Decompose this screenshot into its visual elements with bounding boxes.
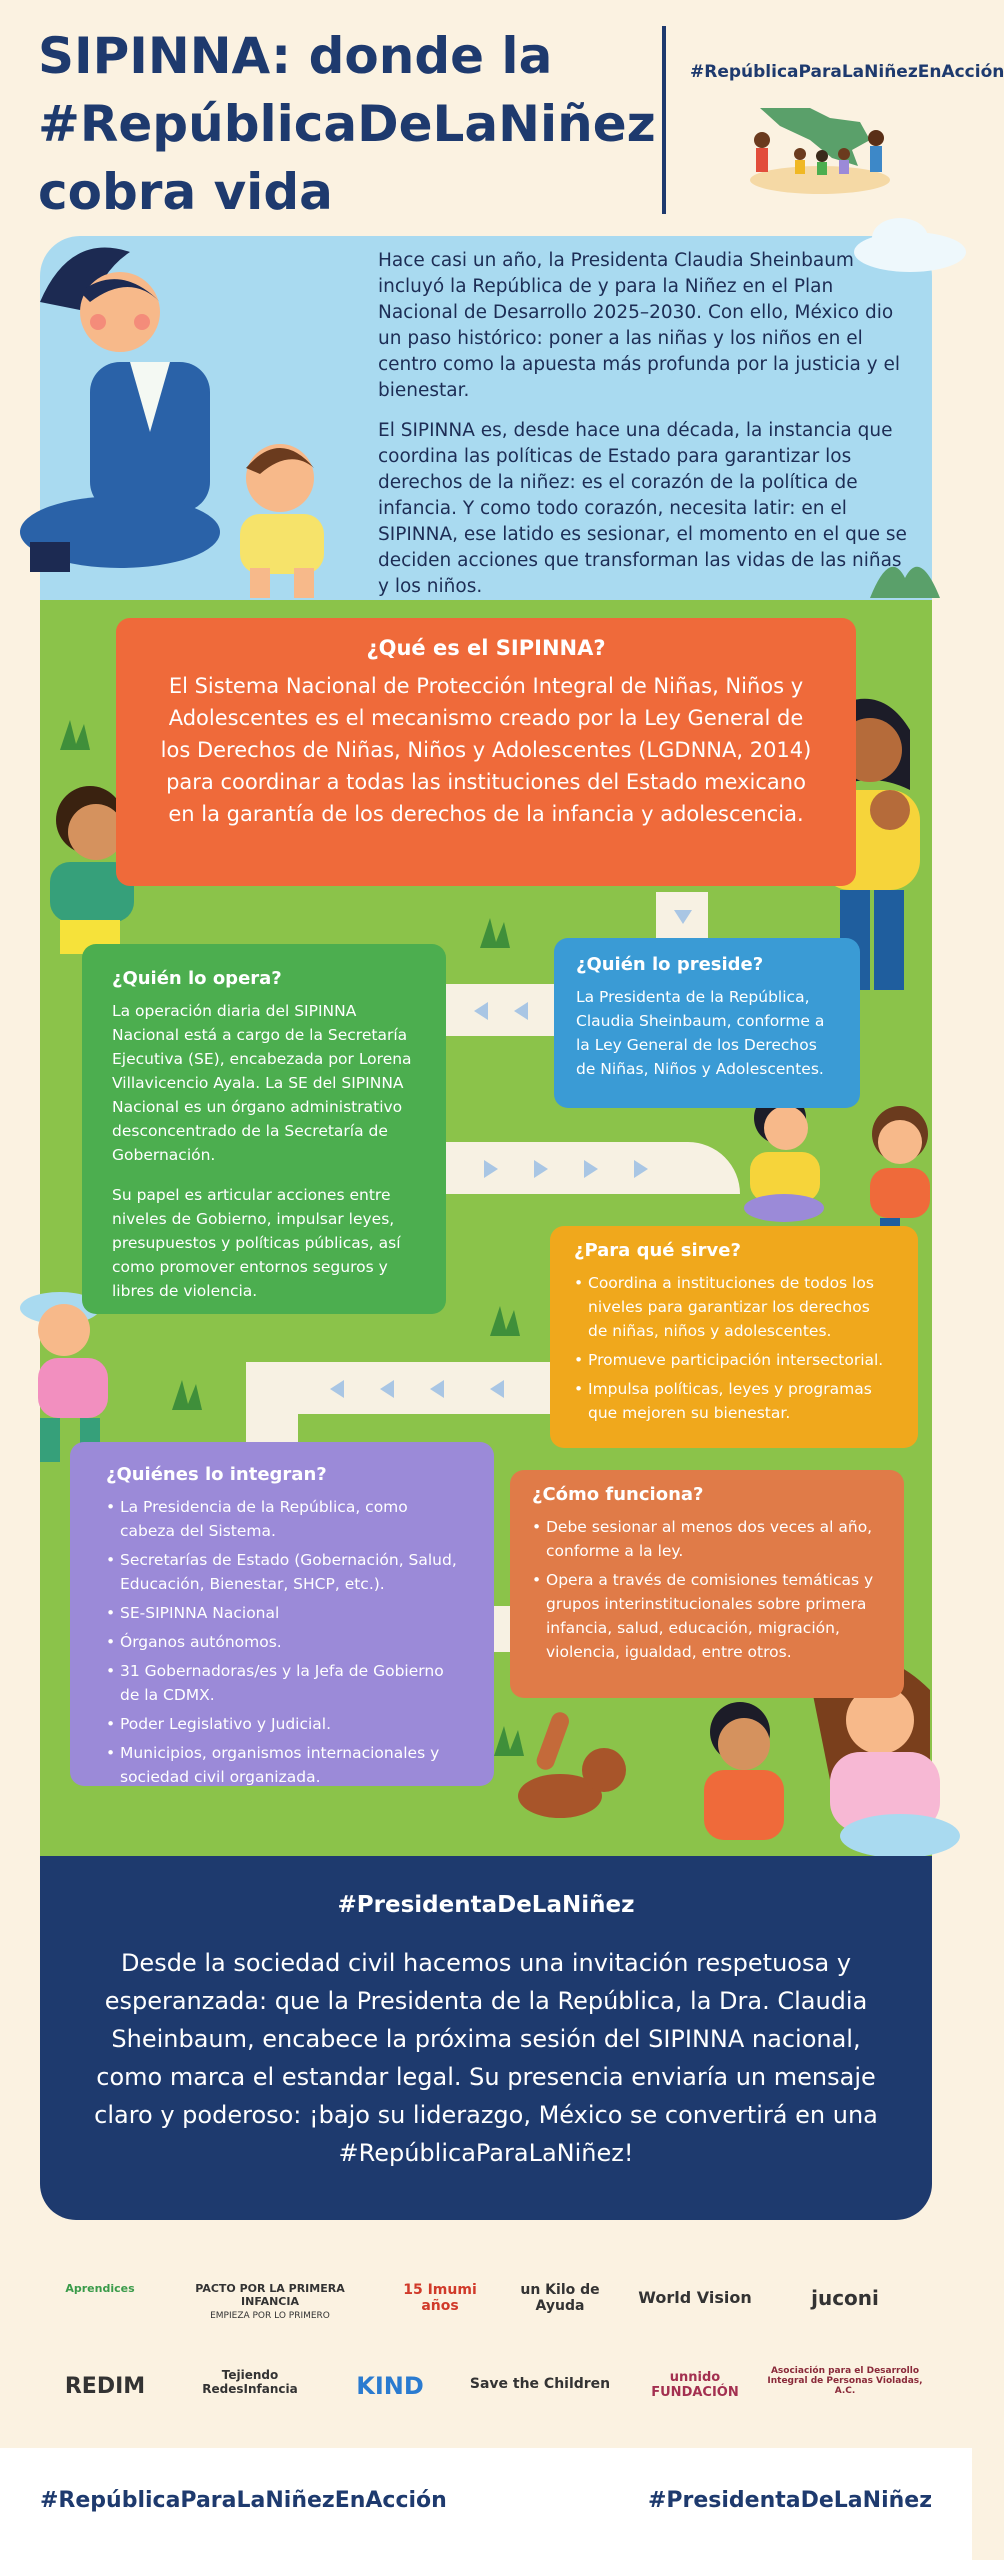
arrow-down-icon [668,902,698,932]
card-who-presides [554,938,860,1108]
footer [0,2448,972,2560]
list-item: • Coordina a instituciones de todos los niveles para garantizar los derechos de niñas, niños y adolescentes. [574,1271,894,1343]
card-who-integrates [70,1442,494,1786]
sponsor-logo: Aprendices [65,2282,135,2295]
arrow-right-icon [470,1154,710,1184]
sponsor-logo: Asociación para el Desarrollo Integral de Personas Violadas, A.C. [767,2366,923,2396]
intro-text [378,248,918,614]
intro-paragraph-1: Hace casi un año, la Presidenta Claudia Sheinbaum incluyó la República de y para la Niñez en el Plan Nacional de Desarrollo 2025–2030. Con ello, México dio un paso histórico: poner a las niñas y los niños en el centro como la apuesta más profunda por la justicia y el bienestar. [378,250,901,401]
sponsor-logo: un Kilo de Ayuda [520,2282,600,2314]
sponsor-logos [40,2262,932,2422]
card-title: ¿Qué es el SIPINNA? [366,636,606,660]
footer-hashtag-left: #RepúblicaParaLaNiñezEnAcción [40,2488,447,2513]
list-item: • Debe sesionar al menos dos veces al año, conforme a la ley. [532,1515,882,1563]
card-list [106,1495,458,1789]
dog-icon [500,1700,650,1840]
card-who-operates [82,944,446,1314]
list-item: • Municipios, organismos internacionales y sociedad civil organizada. [106,1741,458,1789]
card-text: Su papel es articular acciones entre niveles de Gobierno, impulsar leyes, presupuestos y políticas públicas, así como promover entornos seguros y libres de violencia. [112,1186,401,1300]
call-to-action [40,1856,932,2220]
list-item: • 31 Gobernadoras/es y la Jefa de Gobierno de la CDMX. [106,1659,458,1707]
grass-tuft-icon [490,1306,530,1336]
sponsor-logo: KIND [356,2372,424,2400]
card-list [532,1515,882,1664]
sponsor-logo: Save the Children [469,2376,611,2392]
list-item: • Opera a través de comisiones temáticas y grupos interinstitucionales sobre primera infancia, salud, educación, migración, violencia, igualdad, entre otros. [532,1568,882,1664]
sponsor-name: PACTO POR LA PRIMERA INFANCIA [195,2282,345,2308]
card-text: La operación diaria del SIPINNA Nacional está a cargo de la Secretaría Ejecutiva (SE), encabezada por Lorena Villavicencio Ayala. La SE del SIPINNA Nacional es un órgano administrativo desconcentrado de la Secretaría de Gobernación. [112,1002,412,1164]
card-title: ¿Quién lo opera? [112,968,282,989]
campaign-hashtag: #RepúblicaParaLaNiñezEnAcción [690,62,1004,82]
intro-paragraph-2: El SIPINNA es, desde hace una década, la instancia que coordina las políticas de Estado para garantizar los derechos de la niñez: es el corazón de la política de infancia. Y como todo corazón, necesita latir: en el SIPINNA, ese latido es sesionar, el momento en el que se deciden acciones que transforman las vidas de las niñas y los niños. [378,420,907,597]
call-text: Desde la sociedad civil hacemos una invitación respetuosa y esperanzada: que la Presidenta de la República, la Dra. Claudia Sheinbaum, encabece la próxima sesión del SIPINNA nacional, como marca el estandar legal. Su presencia enviaría un mensaje claro y poderoso: ¡bajo su liderazgo, México se convertirá en una #RepúblicaParaLaNiñez! [94,1949,878,2167]
list-item: • Secretarías de Estado (Gobernación, Salud, Educación, Bienestar, SHCP, etc.). [106,1548,458,1596]
path-segment [246,1362,298,1452]
list-item: • La Presidencia de la República, como cabeza del Sistema. [106,1495,458,1543]
list-item: • Impulsa políticas, leyes y programas que mejoren su bienestar. [574,1377,894,1425]
card-title: ¿Quién lo preside? [576,954,764,975]
card-what-for [550,1226,918,1448]
footer-hashtag-right: #PresidentaDeLaNiñez [647,2488,932,2513]
sponsor-logo: REDIM [64,2374,146,2399]
grass-tuft-icon [480,918,520,948]
sponsor-logo: juconi [811,2286,879,2310]
arrow-left-icon [316,1374,556,1404]
page-title: SIPINNA: donde la #RepúblicaDeLaNiñez cobra vida [38,27,656,221]
grass-tuft-icon [494,1726,534,1756]
card-what-is-sipinna [116,618,856,886]
sponsor-subtitle: EMPIEZA POR LO PRIMERO [210,2311,330,2321]
grass-tuft-icon [172,1380,212,1410]
list-item: • SE-SIPINNA Nacional [106,1601,458,1625]
card-how-it-works [510,1470,904,1698]
list-item: • Poder Legislativo y Judicial. [106,1712,458,1736]
sponsor-logo: unnido FUNDACIÓN [651,2370,739,2400]
grass-tuft-icon [60,720,100,750]
arrow-left-icon [460,996,550,1026]
card-list [574,1271,894,1425]
call-title: #PresidentaDeLaNiñez [337,1892,635,1918]
sponsor-logo: World Vision [638,2288,752,2307]
sponsor-logo: Tejiendo RedesInfancia [202,2368,298,2396]
header [0,0,1004,230]
girl-sitting-icon [210,428,360,608]
list-item: • Promueve participación intersectorial. [574,1348,894,1372]
sponsor-logo [170,2282,370,2321]
card-title: ¿Cómo funciona? [532,1484,704,1505]
sponsor-logo: 15 Imumi años [403,2282,477,2314]
divider [662,26,666,214]
card-title: ¿Quiénes lo integran? [106,1464,327,1485]
list-item: • Órganos autónomos. [106,1630,458,1654]
card-text: El Sistema Nacional de Protección Integral de Niñas, Niños y Adolescentes es el mecanismo creado por la Ley General de los Derechos de Niñas, Niños y Adolescentes (LGDNNA, 2014) para coordinar a todas las instituciones del Estado mexicano en la garantía de los derechos de la infancia y adolescencia. [160,674,812,826]
mexico-map-logo-icon [740,88,900,198]
card-text: La Presidenta de la República, Claudia Sheinbaum, conforme a la Ley General de los Derechos de Niñas, Niños y Adolescentes. [576,988,825,1078]
card-title: ¿Para qué sirve? [574,1240,741,1261]
